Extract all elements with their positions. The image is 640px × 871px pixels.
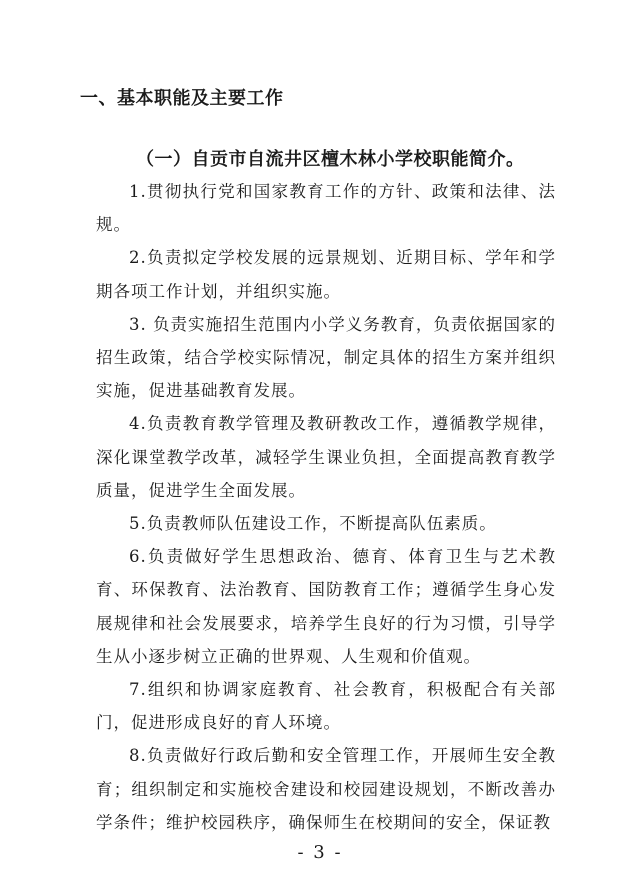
paragraph-5: 5.负责教师队伍建设工作，不断提高队伍素质。 (129, 514, 497, 534)
paragraph-2: 2.负责拟定学校发展的远景规划、近期目标、学年和学期各项工作计划，并组织实施。 (96, 248, 556, 301)
paragraph-1: 1.贯彻执行党和国家教育工作的方针、政策和法律、法规。 (96, 182, 556, 235)
subsection-heading: （一）自贡市自流井区檀木林小学校职能简介。 (136, 149, 525, 170)
page-number: - 3 - (297, 842, 343, 863)
paragraph-7: 7.组织和协调家庭教育、社会教育，积极配合有关部门，促进形成良好的育人环境。 (96, 680, 556, 733)
paragraph-6: 6.负责做好学生思想政治、德育、体育卫生与艺术教育、环保教育、法治教育、国防教育工作；遵循学生身心发展规律和社会发展要求，培养学生良好的行为习惯，引导学生从小逐步树立正确的世界观、人生观和价值观。 (96, 547, 556, 666)
body-text (96, 175, 556, 839)
section-heading: 一、基本职能及主要工作 (80, 88, 284, 109)
paragraph-3: 3. 负责实施招生范围内小学义务教育，负责依据国家的招生政策，结合学校实际情况，制定具体的招生方案并组织实施，促进基础教育发展。 (96, 314, 556, 401)
paragraph-4: 4.负责教育教学管理及教研教改工作，遵循教学规律，深化课堂教学改革，减轻学生课业负担，全面提高教育教学质量，促进学生全面发展。 (96, 414, 556, 500)
paragraph-8: 8.负责做好行政后勤和安全管理工作，开展师生安全教育；组织制定和实施校舍建设和校园建设规划，不断改善办学条件；维护校园秩序，确保师生在校期间的安全，保证教 (96, 746, 556, 832)
